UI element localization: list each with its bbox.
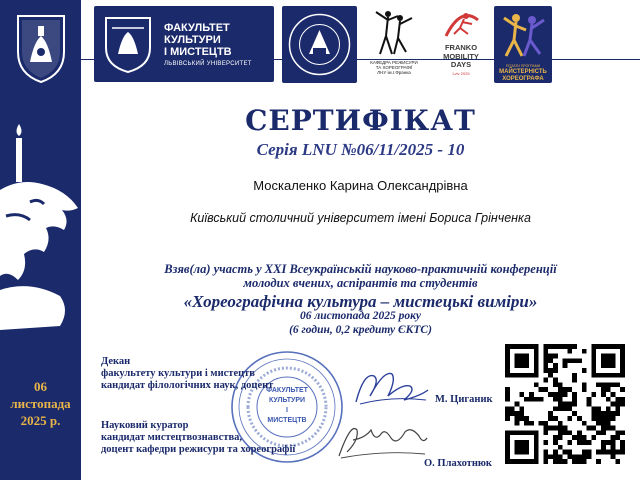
mastery-logo-small-text: ПОЗАТИ ПРОГРАМИ [505,64,541,68]
curator-name: О. Плахотнюк [424,458,492,469]
university-crest-icon [8,12,74,84]
conference-hours: (6 годин, 0,2 кредиту ЄКТС) [289,324,432,336]
society-seal-icon [282,6,357,83]
certificate-series: Серія LNU №06/11/2025 - 10 [256,140,465,159]
dance-caption-line3: ЛНУ ім.І.Франка [377,70,411,75]
faculty-logo [94,6,274,82]
society-logo [282,6,357,83]
mastery-title-line1: МАЙСТЕРНІСТЬ [499,69,547,75]
dean-title: Декан [101,356,131,367]
curator-title: Науковий куратор [101,420,189,431]
participation-text [81,262,640,290]
dean-handwritten-signature [350,366,430,408]
dean-degree: кандидат філологічних наук, доцент [101,380,274,391]
sidebar-date [0,378,81,429]
recipient-name: Москаленко Карина Олександрівна [253,178,468,193]
dance-department-logo [364,8,424,86]
dean-name: М. Циганик [435,394,493,405]
faculty-logo-line1: ФАКУЛЬТЕТ [164,22,230,34]
dancer-figures-icon [494,6,552,62]
participation-line1: Взяв(ла) участь у XXI Всеукраїнській науково-практичній конференції [164,262,557,276]
faculty-emblem-icon [100,14,156,74]
faculty-logo-title [164,22,232,58]
sidebar-date-day: 06 [34,379,47,394]
franko-line1: FRANKO [444,43,478,52]
stamp-text-line2: КУЛЬТУРИ [268,397,306,404]
conference-date: 06 листопада 2025 року [299,310,422,322]
stamp-text-line3: І [286,407,288,414]
franko-mobility-logo [436,8,486,86]
curator-handwritten-signature [335,418,430,462]
faculty-logo-subtitle: ЛЬВІВСЬКИЙ УНІВЕРСИТЕТ [164,61,252,67]
curator-signature-block [101,420,295,456]
dean-position: факультету культури і мистецтв [101,368,255,379]
stamp-text-line1: ФАКУЛЬТЕТ [266,387,308,394]
mastery-logo-title [494,69,552,82]
sidebar-date-year: 2025 р. [20,413,61,428]
dance-caption-line1: КАФЕДРА РЕЖИСУРИ [370,60,418,65]
mastery-choreographer-logo [494,6,552,83]
franko-logo-text [436,44,486,70]
dean-signature-block [101,356,273,392]
mastery-title-line2: ХОРЕОГРАФА [502,75,544,82]
participation-line2: молодих вчених, аспірантів та студентів [243,276,478,290]
faculty-logo-line3: І МИСТЕЦТВ [164,46,232,58]
left-sidebar [0,0,81,480]
dance-caption-line2: ТА ХОРЕОГРАФІЇ [375,65,413,70]
curator-degree: кандидат мистецтвознавства, [101,432,243,443]
verification-qr-code [505,344,625,464]
lion-silhouette-icon [0,120,81,330]
franko-logo-subtitle: Lviv 2025 [452,71,470,76]
sidebar-date-month: листопада [10,396,71,411]
runner-icon [436,8,486,42]
stamp-text-line4: МИСТЕЦТВ [267,417,307,424]
certificate-title: СЕРТИФІКАТ [245,104,476,137]
dancers-icon [364,8,424,58]
recipient-university: Київський столичний університет імені Бориса Грінченка [190,211,531,225]
conference-title: «Хореографічна культура – мистецькі виміри» [183,292,538,311]
franko-line3: DAYS [450,60,472,69]
franko-line2: MOBILITY [443,51,479,61]
faculty-logo-line2: КУЛЬТУРИ [164,34,221,46]
dance-logo-caption [364,60,424,75]
curator-position: доцент кафедри режисури та хореографії [101,444,296,455]
